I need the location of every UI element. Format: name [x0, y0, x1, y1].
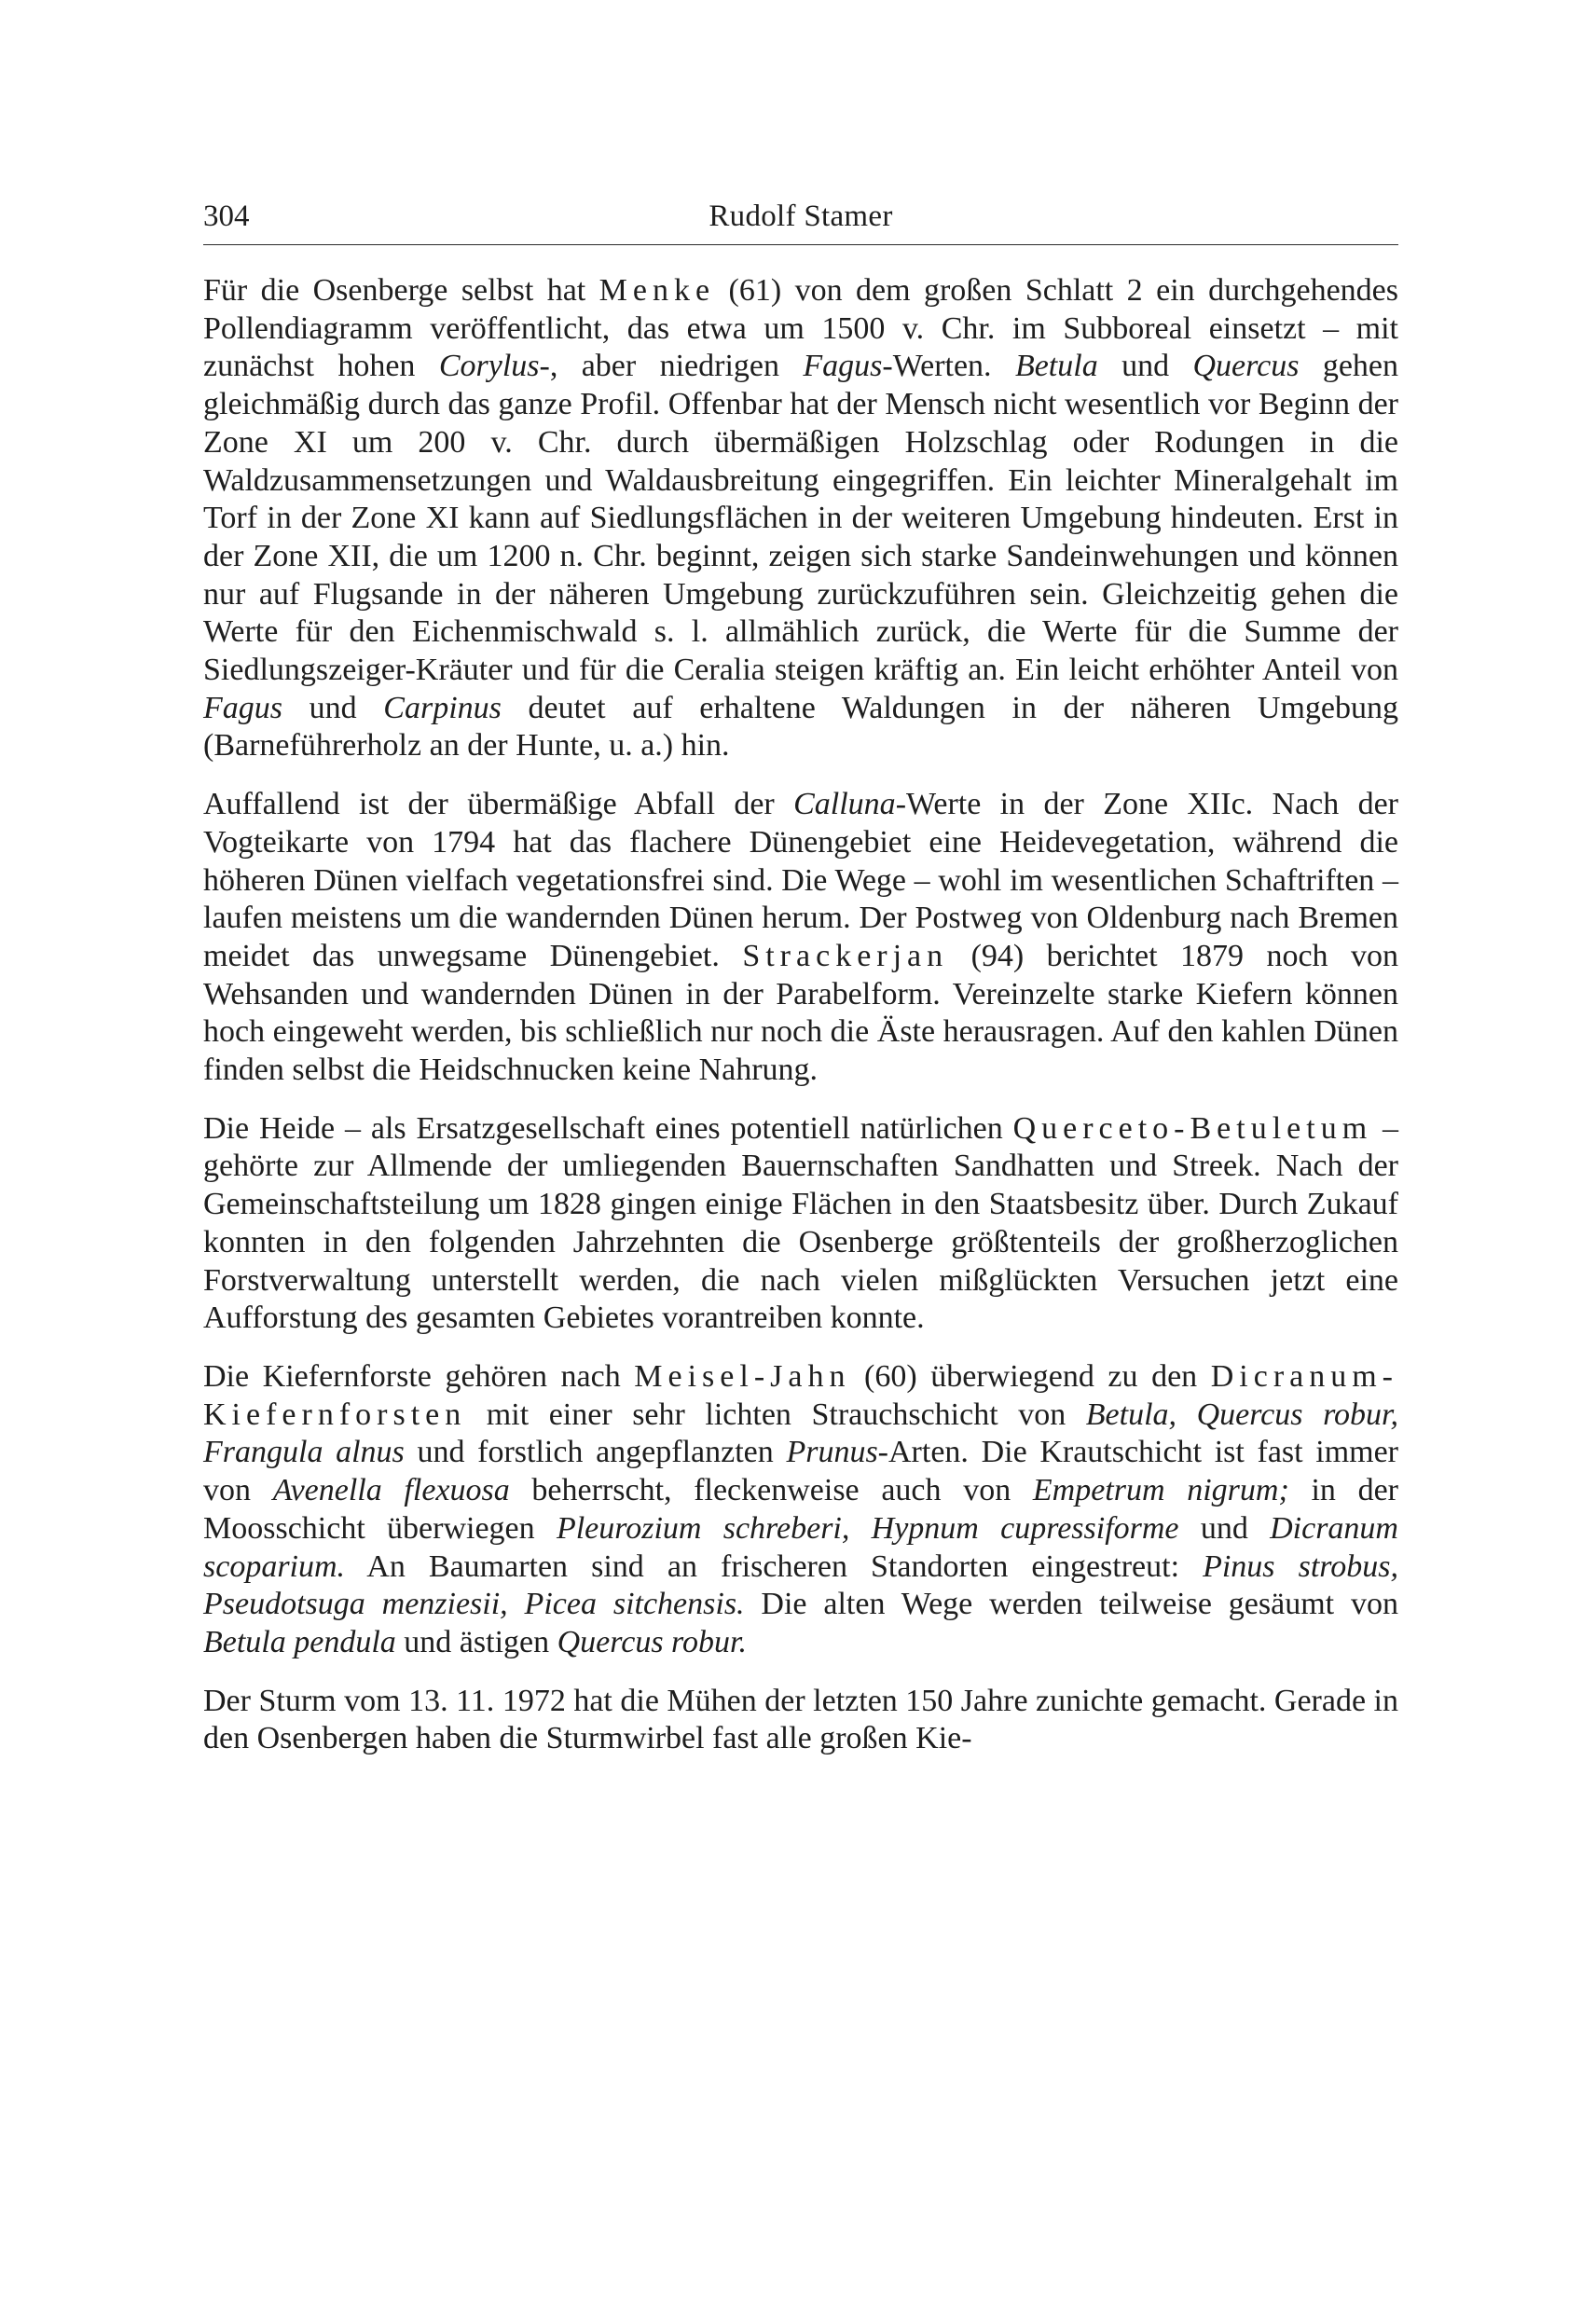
paragraph [203, 1358, 1398, 1662]
text-run: , aber niedrigen [549, 349, 804, 384]
text-run: mit einer sehr lichten Strauchschicht von [466, 1397, 1086, 1432]
text-run: (94) berichtet 1879 noch von Wehsanden und wandernden Dünen in der Parabelform. Vereinzelte starke Kiefern können hoch eingeweht werden, bis schließlich nur noch die Äste herausragen. Auf den kahlen Dünen finden selbst die Heidschnucken keine Nahrung. [203, 938, 1398, 1088]
italic-term: Avenella flexuosa [272, 1473, 510, 1508]
text-run: gehen gleichmäßig durch das ganze Profil. Offenbar hat der Mensch nicht wesentlich vor Beginn der Zone XI um 200 v. Chr. durch übermäßigen Holzschlag oder Rodungen in die Waldzusammensetzungen und Waldausbreitung eingegriffen. Ein leichter Mineralgehalt im Torf in der Zone XI kann auf Siedlungsflächen in der weiteren Umgebung hindeuten. Erst in der Zone XII, die um 1200 n. Chr. beginnt, zeigen sich starke Sandeinwehungen und können nur auf Flugsande in der näheren Umgebung zurückzuführen sein. Gleichzeitig gehen die Werte für den Eichenmischwald s. l. allmählich zurück, die Werte für die Summe der Siedlungszeiger-Kräuter und für die Ceralia steigen kräftig an. Ein leicht erhöhter Anteil von [203, 349, 1398, 688]
page-number: 304 [203, 200, 250, 233]
paragraph [203, 1110, 1398, 1338]
spaced-name: Dicranum-Kiefernforsten [203, 1358, 1399, 1432]
italic-term: Quercus [1192, 349, 1300, 384]
text-run: (61) von dem großen Schlatt 2 ein durchgehendes Pollendiagramm veröffentlicht, das etwa um 1500 v. Chr. im Subboreal einsetzt – mit zunächst hohen [203, 273, 1398, 384]
spaced-name: Querceto-Betuletum [1012, 1110, 1373, 1146]
text-run: deutet auf erhaltene Waldungen in der näheren Umgebung (Barneführerholz an der Hunte, u. a.) hin. [203, 690, 1398, 764]
text-run: -Arten. Die Krautschicht ist fast immer von [203, 1435, 1399, 1508]
text-run: Für die Osenberge selbst hat [203, 273, 599, 308]
text-run: und [282, 690, 384, 725]
text-run: -Werte in der Zone XIIc. Nach der Vogteikarte von 1794 hat das flachere Dünengebiet eine Heidevegetation, während die höheren Dünen vielfach vegetationsfrei sind. Die Wege – wohl im wesentlichen Schaftriften – laufen meistens um die wandernden Dünen herum. Der Postweg von Oldenburg nach Bremen meidet das unwegsame Dünengebiet. [203, 787, 1398, 973]
spaced-name: Strackerjan [742, 938, 949, 973]
italic-term: Corylus- [438, 349, 550, 384]
italic-term: Pinus strobus, Pseudotsuga menziesii, Picea sitchensis. [203, 1548, 1398, 1622]
text-run: Die alten Wege werden teilweise gesäumt von [744, 1587, 1398, 1622]
paragraph [203, 272, 1398, 765]
italic-term: Pleurozium schreberi, Hypnum cupressiforme [556, 1510, 1179, 1546]
italic-term: Fagus [803, 349, 883, 384]
header-rule [203, 244, 1398, 245]
italic-term: Dicranum scoparium. [203, 1510, 1398, 1584]
italic-term: Calluna [793, 787, 896, 822]
italic-term: Prunus [786, 1435, 878, 1470]
text-run: und [1178, 1510, 1271, 1546]
italic-term: Carpinus [383, 690, 502, 725]
body-text [203, 272, 1398, 1758]
italic-term: Quercus robur. [557, 1624, 747, 1659]
text-run: (60) überwiegend zu den [850, 1358, 1211, 1394]
running-head: Rudolf Stamer [709, 200, 893, 233]
text-run: -Werten. [882, 349, 1015, 384]
italic-term: Betula, Quercus robur, Frangula alnus [203, 1397, 1398, 1470]
spaced-name: Meisel-Jahn [634, 1358, 851, 1394]
spaced-name: Menke [598, 273, 716, 308]
page-header [203, 198, 1398, 244]
italic-term: Fagus [203, 690, 282, 725]
italic-term: Betula pendula [203, 1624, 396, 1659]
text-run: in der Moosschicht überwiegen [203, 1473, 1399, 1546]
paragraph [203, 1683, 1398, 1758]
paragraph [203, 786, 1398, 1090]
text-run: Die Heide – als Ersatzgesellschaft eines potentiell natürlichen [203, 1110, 1013, 1146]
text-run: Der Sturm vom 13. 11. 1972 hat die Mühen der letzten 150 Jahre zunichte gemacht. Gerade in den Osenbergen haben die Sturmwirbel fast alle großen Kie- [203, 1683, 1398, 1756]
italic-term: Empetrum nigrum; [1032, 1473, 1289, 1508]
text-run: – gehörte zur Allmende der umliegenden Bauernschaften Sandhatten und Streek. Nach der Gemeinschaftsteilung um 1828 gingen einige Flächen in den Staatsbesitz über. Durch Zukauf konnten in den folgenden Jahrzehnten die Osenberge größtenteils der großherzoglichen Forstverwaltung unterstellt werden, die nach vielen mißglückten Versuchen jetzt eine Aufforstung des gesamten Gebietes vorantreiben konnte. [203, 1110, 1399, 1336]
text-run: und forstlich angepflanzten [404, 1435, 787, 1470]
text-run: und ästigen [395, 1624, 557, 1659]
text-run: An Baumarten sind an frischeren Standorten eingestreut: [345, 1548, 1204, 1584]
text-run: Auffallend ist der übermäßige Abfall der [203, 787, 794, 822]
text-run: Die Kiefernforste gehören nach [203, 1358, 635, 1394]
text-run: beherrscht, fleckenweise auch von [509, 1473, 1033, 1508]
italic-term: Betula [1014, 349, 1098, 384]
text-run: und [1097, 349, 1193, 384]
